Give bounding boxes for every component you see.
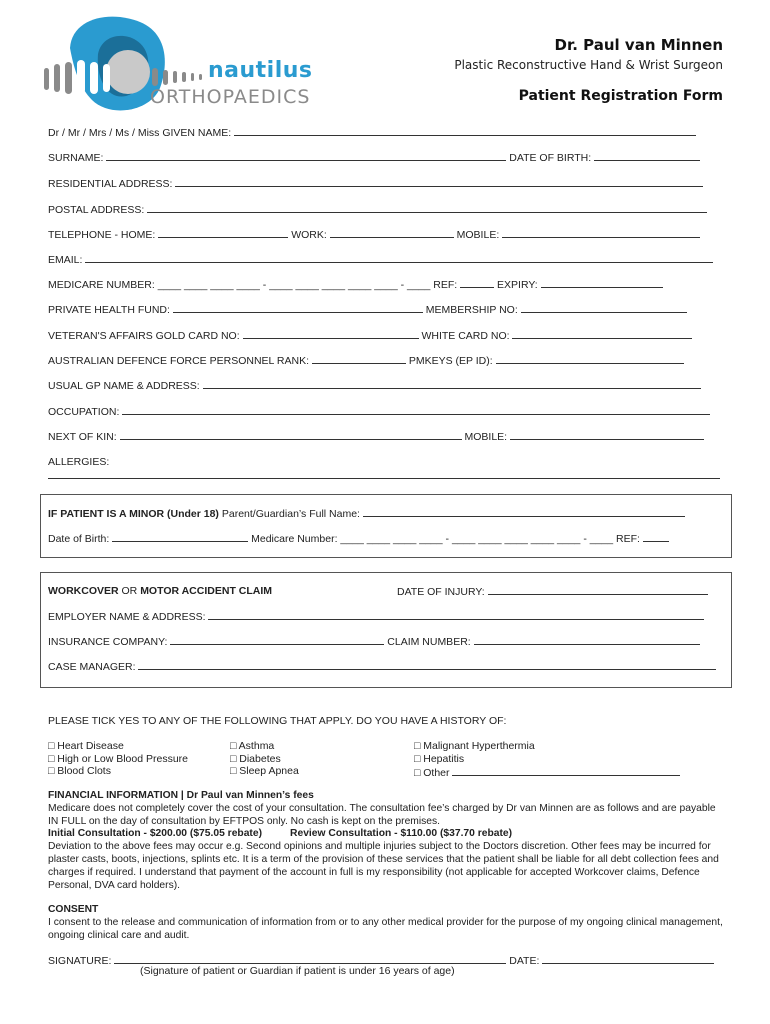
next-of-kin-row xyxy=(48,429,724,444)
dob-label: DATE OF BIRTH: xyxy=(509,152,592,164)
doctor-name: Dr. Paul van Minnen xyxy=(554,36,723,54)
occupation-row xyxy=(48,404,724,419)
guardian-input[interactable] xyxy=(363,506,685,517)
consent-heading: CONSENT xyxy=(48,904,99,915)
date-injury-row xyxy=(397,584,722,599)
work-label: WORK: xyxy=(291,229,327,241)
allergies-row xyxy=(48,455,724,469)
or-label: OR xyxy=(121,585,138,597)
veterans-row xyxy=(48,328,724,343)
work-input[interactable] xyxy=(330,227,454,238)
history-col-1 xyxy=(48,740,188,778)
minor-ref-input[interactable] xyxy=(643,531,669,542)
financial-section xyxy=(48,790,728,892)
financial-para-1: Medicare does not completely cover the cost of your consultation. The consultation fee’s charged by Dr van Minnen are as follows and are payable IN FULL on the day of consultation by EFTPOS only. No cash is kept on the premises. xyxy=(48,802,716,827)
surname-input[interactable] xyxy=(106,150,506,161)
minor-medicare-label: Medicare Number: xyxy=(251,533,338,545)
adf-input[interactable] xyxy=(312,353,406,364)
history-other-row xyxy=(414,765,680,780)
case-manager-input[interactable] xyxy=(138,659,716,670)
guardian-label: Parent/Guardian’s Full Name: xyxy=(221,508,360,520)
history-prompt: PLEASE TICK YES TO ANY OF THE FOLLOWING THAT APPLY. DO YOU HAVE A HISTORY OF: xyxy=(48,715,507,727)
workcover-label: WORKCOVER xyxy=(48,585,119,597)
adf-label: AUSTRALIAN DEFENCE FORCE PERSONNEL RANK: xyxy=(48,355,309,367)
mobile2-label: MOBILE: xyxy=(464,431,508,443)
history-other-input[interactable] xyxy=(452,765,680,776)
insurance-label: INSURANCE COMPANY: xyxy=(48,636,168,648)
brand-subname: ORTHOPAEDICS xyxy=(150,86,311,108)
mobile-input[interactable] xyxy=(502,227,700,238)
pmkeys-input[interactable] xyxy=(496,353,684,364)
history-asthma[interactable]: □ Asthma xyxy=(230,740,275,752)
date-input[interactable] xyxy=(542,953,714,964)
veterans-input[interactable] xyxy=(243,328,419,339)
postal-input[interactable] xyxy=(147,202,707,213)
history-col-3 xyxy=(414,740,680,780)
residential-label: RESIDENTIAL ADDRESS: xyxy=(48,178,173,190)
given-name-row xyxy=(48,125,724,140)
expiry-input[interactable] xyxy=(541,277,663,288)
ref-label: REF: xyxy=(433,279,458,291)
minor-ref-label: REF: xyxy=(616,533,640,545)
membership-label: MEMBERSHIP NO: xyxy=(425,304,518,316)
membership-input[interactable] xyxy=(521,302,687,313)
minor-guardian-row xyxy=(48,506,724,521)
tel-home-label: TELEPHONE - HOME: xyxy=(48,229,156,241)
minor-section xyxy=(40,494,732,558)
occupation-label: OCCUPATION: xyxy=(48,406,120,418)
gp-input[interactable] xyxy=(203,378,701,389)
financial-heading: FINANCIAL INFORMATION | Dr Paul van Minnen’s fees xyxy=(48,790,314,801)
minor-dob-label: Date of Birth: xyxy=(48,533,110,545)
doctor-specialty: Plastic Reconstructive Hand & Wrist Surgeon xyxy=(454,58,723,72)
dob-input[interactable] xyxy=(594,150,700,161)
history-hepatitis[interactable]: □ Hepatitis xyxy=(414,752,465,765)
case-manager-row xyxy=(48,659,724,674)
email-label: EMAIL: xyxy=(48,254,83,266)
minor-details-row xyxy=(48,531,724,546)
employer-row xyxy=(48,609,724,624)
consent-text: I consent to the release and communication of information from or to any other medical provider for the purpose of my ongoing clinical management, ongoing clinical care and audit. xyxy=(48,916,723,941)
date-label: DATE: xyxy=(509,955,540,967)
mobile-label: MOBILE: xyxy=(456,229,500,241)
given-name-label: Dr / Mr / Mrs / Ms / Miss GIVEN NAME: xyxy=(48,127,232,139)
insurance-row xyxy=(48,634,724,649)
signature-label: SIGNATURE: xyxy=(48,955,112,967)
logo-shell-core xyxy=(106,50,150,94)
brand-name: nautilus xyxy=(208,58,313,83)
history-malignant-hyperthermia[interactable]: □ Malignant Hyperthermia xyxy=(414,740,535,752)
gp-label: USUAL GP NAME & ADDRESS: xyxy=(48,380,200,392)
health-fund-label: PRIVATE HEALTH FUND: xyxy=(48,304,170,316)
tel-home-input[interactable] xyxy=(158,227,288,238)
medicare-label: MEDICARE NUMBER: xyxy=(48,279,155,291)
minor-medicare-input[interactable]: ____ ____ ____ ____ - ____ ____ ____ ____ ____ - ____ xyxy=(340,533,614,545)
consent-section xyxy=(48,904,728,942)
medicare-row xyxy=(48,277,724,292)
white-card-label: WHITE CARD NO: xyxy=(421,330,510,342)
signature-input[interactable] xyxy=(114,953,506,964)
medicare-input[interactable]: ____ ____ ____ ____ - ____ ____ ____ ____ ____ - ____ xyxy=(157,279,431,291)
motor-claim-label: MOTOR ACCIDENT CLAIM xyxy=(140,585,273,597)
pmkeys-label: PMKEYS (EP ID): xyxy=(408,355,493,367)
history-blood-pressure[interactable]: □ High or Low Blood Pressure xyxy=(48,752,188,765)
email-row xyxy=(48,252,724,267)
history-col-2 xyxy=(230,740,299,778)
surname-label: SURNAME: xyxy=(48,152,104,164)
residential-row xyxy=(48,176,724,191)
history-sleep-apnea[interactable]: □ Sleep Apnea xyxy=(230,765,299,777)
adf-row xyxy=(48,353,724,368)
history-diabetes[interactable]: □ Diabetes xyxy=(230,752,281,765)
history-other[interactable]: □ Other xyxy=(414,767,450,779)
white-card-input[interactable] xyxy=(512,328,692,339)
claim-number-label: CLAIM NUMBER: xyxy=(387,636,471,648)
ref-input[interactable] xyxy=(460,277,494,288)
occupation-input[interactable] xyxy=(122,404,710,415)
mobile2-input[interactable] xyxy=(510,429,704,440)
signature-note: (Signature of patient or Guardian if patient is under 16 years of age) xyxy=(140,965,455,977)
financial-para-2: Deviation to the above fees may occur e.g. Second opinions and multiple injuries subject to the Doctors discretion. Other fees may be incurred for plaster casts, boots, injections, splints etc. It is a term of the provision of these services that the patient shall be liable for all debt collection fees and charges if required. I understand that payment of the account in full is my responsibility (not applicable for accepted Workcover claims, Defence Personal, DVA card holders). xyxy=(48,841,719,891)
residential-input[interactable] xyxy=(175,176,703,187)
next-of-kin-input[interactable] xyxy=(120,429,462,440)
initial-consultation-fee: Initial Consultation - $200.00 ($75.05 rebate) xyxy=(48,828,263,840)
date-injury-label: DATE OF INJURY: xyxy=(397,586,485,598)
date-injury-input[interactable] xyxy=(488,584,708,595)
next-of-kin-label: NEXT OF KIN: xyxy=(48,431,117,443)
history-blood-clots[interactable]: □ Blood Clots xyxy=(48,765,111,777)
health-fund-input[interactable] xyxy=(173,302,423,313)
employer-input[interactable] xyxy=(208,609,704,620)
fee-row xyxy=(48,828,728,841)
veterans-label: VETERAN'S AFFAIRS GOLD CARD NO: xyxy=(48,330,240,342)
expiry-label: EXPIRY: xyxy=(497,279,538,291)
surname-row xyxy=(48,150,724,165)
review-consultation-fee: Review Consultation - $110.00 ($37.70 rebate) xyxy=(290,828,513,840)
claim-number-input[interactable] xyxy=(474,634,700,645)
telephone-row xyxy=(48,227,724,242)
postal-label: POSTAL ADDRESS: xyxy=(48,204,145,216)
health-fund-row xyxy=(48,302,724,317)
postal-row xyxy=(48,202,724,217)
history-heart-disease[interactable]: □ Heart Disease xyxy=(48,740,124,752)
email-input[interactable] xyxy=(85,252,713,263)
case-manager-label: CASE MANAGER: xyxy=(48,661,136,673)
minor-dob-input[interactable] xyxy=(112,531,248,542)
form-title: Patient Registration Form xyxy=(518,88,723,104)
employer-label: EMPLOYER NAME & ADDRESS: xyxy=(48,611,206,623)
minor-heading: IF PATIENT IS A MINOR (Under 18) xyxy=(48,508,219,520)
insurance-input[interactable] xyxy=(170,634,384,645)
given-name-input[interactable] xyxy=(234,125,696,136)
gp-row xyxy=(48,378,724,393)
allergies-input[interactable] xyxy=(48,478,720,479)
allergies-label: ALLERGIES: xyxy=(48,456,110,468)
